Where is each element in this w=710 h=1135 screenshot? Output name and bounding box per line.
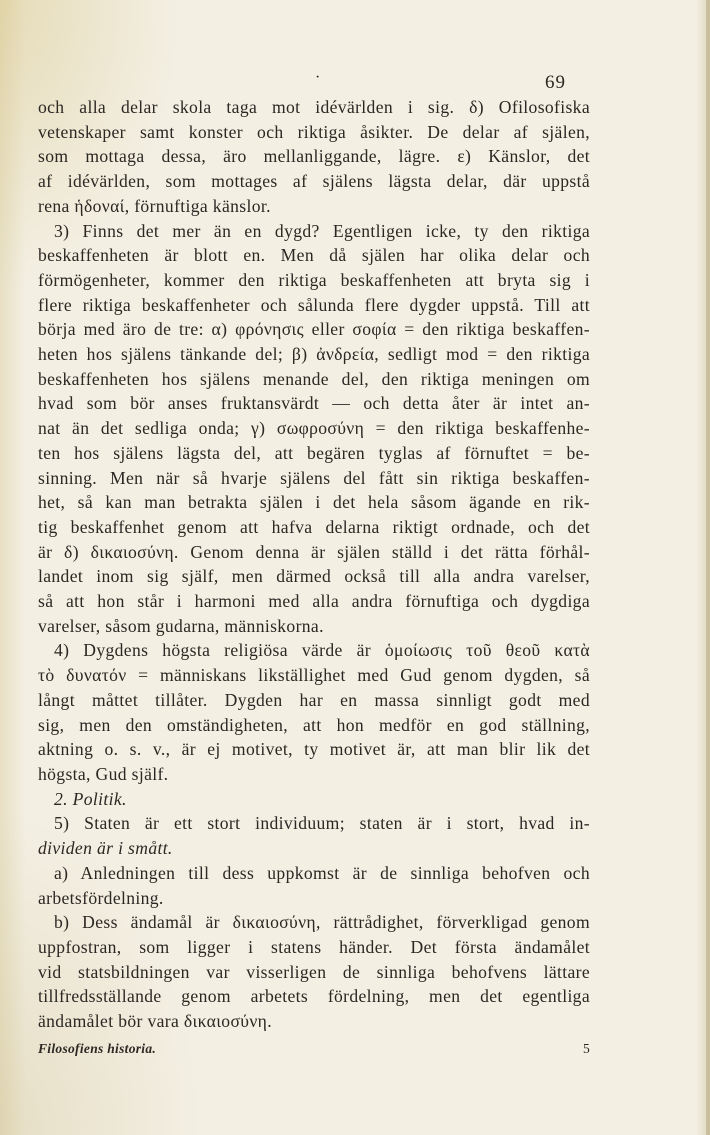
text-line: ten hos själens lägsta del, att begären tyglas af förnuftet = be- — [38, 442, 590, 463]
text-line: af idévärlden, som mottages af själens lägsta delar, där uppstå — [38, 171, 590, 192]
text-line: het, så kan man betrakta själen i det hela såsom ägande en rik- — [38, 492, 590, 513]
section-heading-5: 5) Staten är ett stort individuum; staten är i stort, hvad in- — [54, 813, 590, 834]
list-item-a: a) Anledningen till dess uppkomst är de sinnliga behofven och — [54, 862, 590, 883]
text-line: sig, men den omständigheten, att hon medför en god ställning, — [38, 714, 590, 735]
text-line: hvad som bör anses fruktansvärdt — och detta åter är intet an- — [38, 393, 590, 414]
text-line: beskaffenheten är blott en. Men då själen har olika delar och — [38, 245, 590, 266]
text-line: tig beskaffenhet genom att hafva delarna riktigt ordnade, och det — [38, 516, 590, 537]
text-line: τὸ δυνατόν = människans likställighet med Gud genom dygden, så — [38, 665, 590, 686]
text-line: aktning o. s. v., är ej motivet, ty motivet är, att man blir lik det — [38, 739, 590, 760]
text-line: högsta, Gud själf. — [38, 763, 169, 784]
text-line: arbetsfördelning. — [38, 887, 164, 908]
text-line: nat än det sedliga onda; γ) σωφροσύνη = den riktiga beskaffenhe- — [38, 418, 590, 439]
text-line: är δ) δικαιοσύνη. Genom denna är själen ställd i det rätta förhål- — [38, 541, 590, 562]
signature-mark: 5 — [582, 1041, 590, 1056]
text-line: sinning. Men när så hvarje själens del fått sin riktiga beskaffen- — [38, 467, 590, 488]
page-number: 69 — [545, 72, 566, 93]
text-line: landet inom sig själf, men därmed också till alla andra varelser, — [38, 566, 590, 587]
section-heading-3: 3) Finns det mer än en dygd? Egentligen icke, ty den riktiga — [54, 220, 590, 241]
text-line: så att hon står i harmoni med alla andra förnuftiga och dygdiga — [38, 591, 590, 612]
text-line: börja med äro de tre: α) φρόνησις eller σοφία = den riktiga beskaffen- — [38, 319, 590, 340]
footer-title: Filosofiens historia. — [38, 1041, 157, 1056]
text-line: förmögenheter, kommer den riktiga beskaffenheten att bryta sig i — [38, 269, 590, 290]
text-line: som mottaga dessa, äro mellanliggande, lägre. ε) Känslor, det — [38, 146, 590, 167]
text-line: heten hos själens tänkande del; β) ἀνδρεία, sedligt mod = den riktiga — [38, 344, 590, 365]
margin-dot: · — [315, 69, 321, 86]
text-line: rena ἡδοναί, förnuftiga känslor. — [38, 195, 271, 216]
text-line: vetenskaper samt konster och riktiga åsikter. De delar af själen, — [38, 121, 590, 142]
body-text — [38, 95, 590, 1034]
page-edge — [706, 0, 710, 1135]
section-heading-4: 4) Dygdens högsta religiösa värde är ὁμοίωσις τοῦ θεοῦ κατὰ — [54, 640, 590, 661]
text-line: tillfredsställande genom arbetets fördelning, men det egentliga — [38, 986, 590, 1007]
text-line: dividen är i smått. — [38, 838, 173, 859]
text-line: beskaffenheten hos själens menande del, den riktiga meningen om — [38, 368, 590, 389]
text-line: ändamålet bör vara δικαιοσύνη. — [38, 1011, 272, 1032]
page-footer — [38, 1041, 590, 1057]
list-item-b: b) Dess ändamål är δικαιοσύνη, rättrådighet, förverkligad genom — [54, 912, 590, 933]
text-line: flere riktiga beskaffenheter och sålunda flere dygder uppstå. Till att — [38, 294, 590, 315]
text-line: långt måttet tillåter. Dygden har en massa sinnligt godt med — [38, 689, 590, 710]
text-line: och alla delar skola taga mot idévärlden i sig. δ) Ofilosofiska — [38, 97, 590, 117]
text-line: vid statsbildningen var visserligen de sinnliga behofvens lättare — [38, 961, 590, 982]
text-line: uppfostran, som ligger i statens händer. Det första ändamålet — [38, 936, 590, 957]
text-line: varelser, såsom gudarna, människorna. — [38, 615, 324, 636]
section-heading-politik: 2. Politik. — [54, 788, 127, 809]
